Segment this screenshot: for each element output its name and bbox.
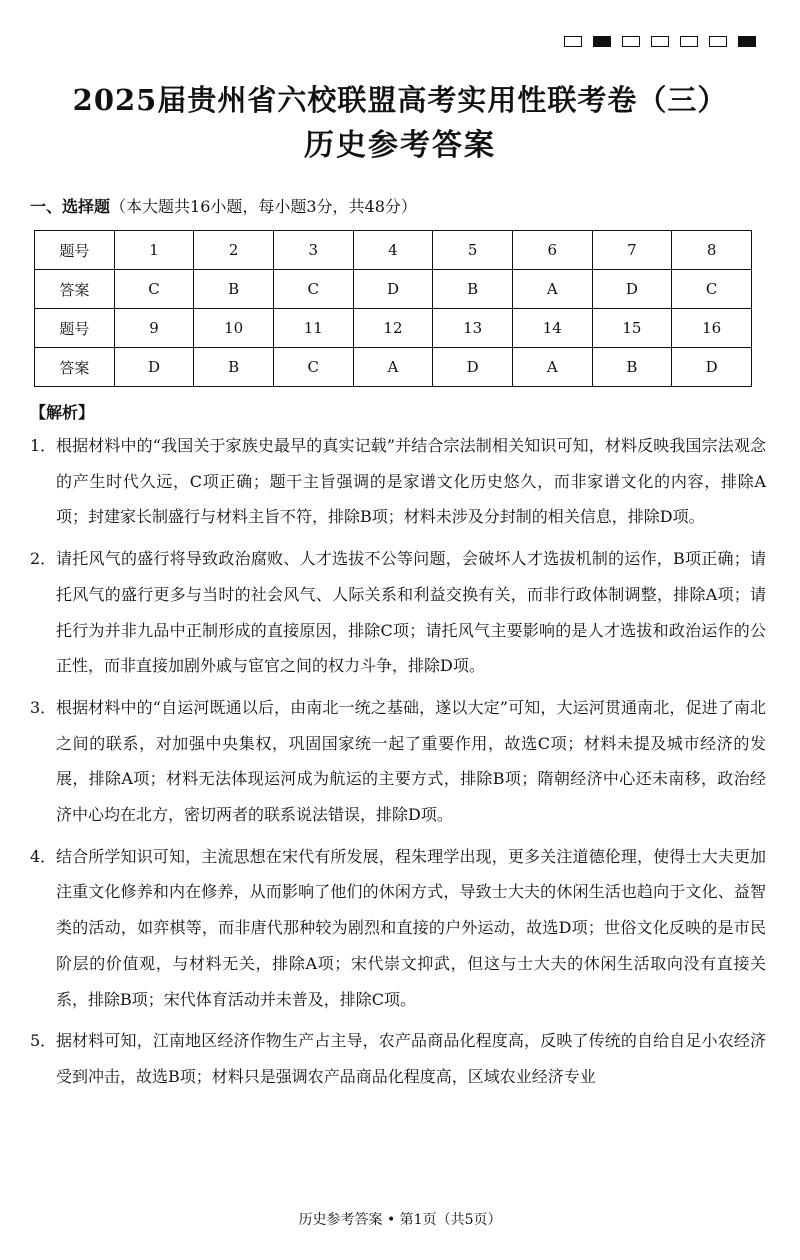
answer-cell: 6 bbox=[512, 231, 592, 270]
item-text: 根据材料中的“我国关于家族史最早的真实记载”并结合宗法制相关知识可知，材料反映我国宗法观念的产生时代久远，C项正确；题干主旨强调的是家谱文化历史悠久，而非家谱文化的内容，排除A项；封建家长制盛行与材料主旨不符，排除B项；材料未涉及分封制的相关信息，排除D项。 bbox=[56, 436, 766, 527]
answer-cell: C bbox=[114, 270, 194, 309]
analysis-heading: 【解析】 bbox=[30, 403, 95, 422]
answer-cell: B bbox=[194, 270, 274, 309]
analysis-item bbox=[30, 1023, 766, 1094]
answer-cell: B bbox=[433, 270, 513, 309]
answer-cell: 5 bbox=[433, 231, 513, 270]
item-number: 5． bbox=[30, 1031, 57, 1051]
analysis-item bbox=[30, 541, 766, 684]
answer-cell: 2 bbox=[194, 231, 274, 270]
answer-cell: 13 bbox=[433, 309, 513, 348]
answer-cell: B bbox=[194, 348, 274, 387]
section-heading bbox=[30, 194, 417, 217]
row-label-cell: 答案 bbox=[35, 348, 115, 387]
marker-square-7 bbox=[738, 36, 756, 47]
item-number: 2． bbox=[30, 549, 57, 569]
row-label-cell: 答案 bbox=[35, 270, 115, 309]
document-title: 2025届贵州省六校联盟高考实用性联考卷（三） bbox=[72, 83, 728, 117]
answer-cell: D bbox=[353, 270, 433, 309]
answer-cell: A bbox=[353, 348, 433, 387]
answer-cell: C bbox=[672, 270, 752, 309]
answer-cell: 3 bbox=[273, 231, 353, 270]
answer-cell: 10 bbox=[194, 309, 274, 348]
row-label-cell: 题号 bbox=[35, 309, 115, 348]
answer-cell: 11 bbox=[273, 309, 353, 348]
answer-cell: 7 bbox=[592, 231, 672, 270]
answer-cell: 15 bbox=[592, 309, 672, 348]
answer-cell: 14 bbox=[512, 309, 592, 348]
marker-square-3 bbox=[622, 36, 640, 47]
page-marker-squares bbox=[564, 36, 756, 47]
section-heading-note: （本大题共16小题，每小题3分，共48分） bbox=[110, 197, 417, 216]
answer-table-row bbox=[35, 309, 752, 348]
marker-square-4 bbox=[651, 36, 669, 47]
marker-square-2 bbox=[593, 36, 611, 47]
row-label-cell: 题号 bbox=[35, 231, 115, 270]
answer-cell: B bbox=[592, 348, 672, 387]
item-text: 结合所学知识可知，主流思想在宋代有所发展，程朱理学出现，更多关注道德伦理，使得士大夫更加注重文化修养和内在修养，从而影响了他们的休闲方式，导致士大夫的休闲生活也趋向于文化、益智类的活动，如弈棋等，而非唐代那种较为剧烈和直接的户外运动，故选D项；世俗文化反映的是市民阶层的价值观，与材料无关，排除A项；宋代崇文抑武，但这与士大夫的休闲生活取向没有直接关系，排除B项；宋代体育活动并未普及，排除C项。 bbox=[56, 846, 766, 1009]
page-footer: 历史参考答案 • 第1页（共5页） bbox=[298, 1212, 502, 1228]
answer-cell: 1 bbox=[114, 231, 194, 270]
answer-cell: C bbox=[273, 270, 353, 309]
analysis-item bbox=[30, 690, 766, 833]
answer-cell: 4 bbox=[353, 231, 433, 270]
answer-table-row bbox=[35, 348, 752, 387]
answer-cell: D bbox=[433, 348, 513, 387]
item-text: 据材料可知，江南地区经济作物生产占主导，农产品商品化程度高，反映了传统的自给自足小农经济受到冲击，故选B项；材料只是强调农产品商品化程度高，区域农业经济专业 bbox=[56, 1031, 766, 1086]
answer-cell: A bbox=[512, 270, 592, 309]
answer-cell: D bbox=[592, 270, 672, 309]
answer-table bbox=[34, 230, 752, 387]
item-number: 4． bbox=[30, 846, 57, 866]
analysis-item bbox=[30, 428, 766, 535]
answer-cell: C bbox=[273, 348, 353, 387]
item-number: 1． bbox=[30, 436, 57, 455]
answer-cell: D bbox=[114, 348, 194, 387]
document-subtitle: 历史参考答案 bbox=[304, 128, 496, 163]
item-text: 根据材料中的“自运河既通以后，由南北一统之基础，遂以大定”可知，大运河贯通南北，促进了南北之间的联系，对加强中央集权，巩固国家统一起了重要作用，故选C项；材料未提及城市经济的发展，排除A项；材料无法体现运河成为航运的主要方式，排除B项；隋朝经济中心还未南移，政治经济中心均在北方，密切两者的联系说法错误，排除D项。 bbox=[56, 697, 766, 825]
analysis-items bbox=[30, 428, 766, 1101]
answer-cell: D bbox=[672, 348, 752, 387]
item-text: 请托风气的盛行将导致政治腐败、人才选拔不公等问题，会破坏人才选拔机制的运作，B项正确；请托风气的盛行更多与当时的社会风气、人际关系和利益交换有关，而非行政体制调整，排除A项；请托行为并非九品中正制形成的直接原因，排除C项；请托风气主要影响的是人才选拔和政治运作的公正性，而非直接加剧外戚与宦官之间的权力斗争，排除D项。 bbox=[56, 549, 766, 676]
answer-cell: 16 bbox=[672, 309, 752, 348]
answer-table-row bbox=[35, 270, 752, 309]
marker-square-6 bbox=[709, 36, 727, 47]
answer-cell: 12 bbox=[353, 309, 433, 348]
marker-square-1 bbox=[564, 36, 582, 47]
item-number: 3． bbox=[30, 697, 57, 717]
analysis-item bbox=[30, 839, 766, 1018]
section-heading-label: 一、选择题 bbox=[30, 197, 111, 216]
answer-table-row bbox=[35, 231, 752, 270]
marker-square-5 bbox=[680, 36, 698, 47]
answer-cell: 9 bbox=[114, 309, 194, 348]
answer-cell: A bbox=[512, 348, 592, 387]
answer-cell: 8 bbox=[672, 231, 752, 270]
